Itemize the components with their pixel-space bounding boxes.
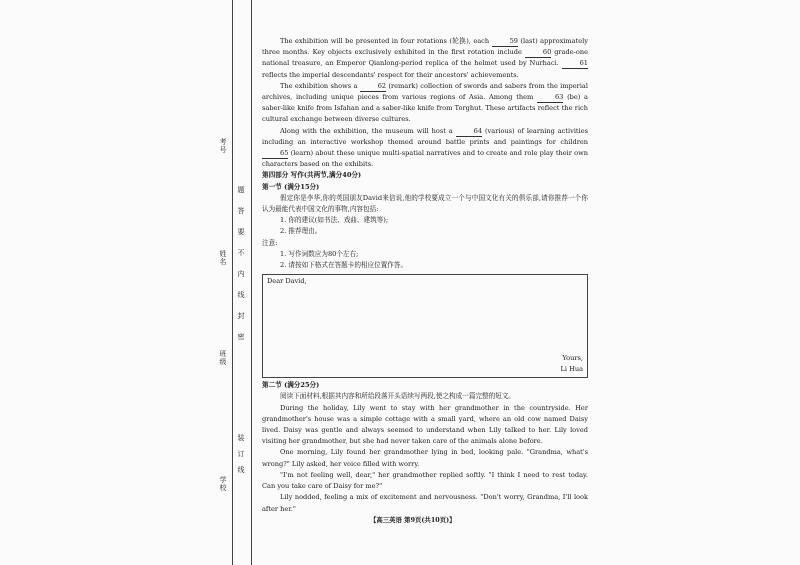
school-label: 学校 bbox=[219, 476, 227, 492]
blank-64: 64 bbox=[456, 127, 482, 137]
binding-line-right bbox=[251, 0, 252, 565]
seal-warning-chars: 题答要不内线封密 bbox=[237, 186, 245, 341]
story-paragraph-3: "I'm not feeling well, dear," her grandmother replied softly. "I think I need to rest today. Can you take care of Daisy for me?" bbox=[262, 470, 588, 491]
text: (various) of learning activities including an interactive workshop themed around battle prints and paintings for children bbox=[262, 126, 588, 146]
blank-63: 63 bbox=[537, 93, 563, 103]
text: reflects the imperial descendants' respect for their ancestors' achievements. bbox=[262, 70, 519, 79]
text: The exhibition shows a bbox=[280, 81, 358, 90]
section-one-title: 第一节 (满分15分) bbox=[262, 182, 320, 191]
note-item-1: 1. 写作词数应为80个左右; bbox=[280, 249, 359, 258]
section-two-prompt: 阅读下面材料,根据其内容和所给段落开头语续写两段,使之构成一篇完整的短文。 bbox=[280, 392, 515, 401]
reading-paragraph-3 bbox=[262, 126, 588, 171]
reading-paragraph-2 bbox=[262, 81, 588, 126]
answer-box bbox=[262, 274, 588, 378]
seal-warning-text bbox=[236, 180, 246, 370]
seal-bottom-chars: 装订线 bbox=[237, 434, 245, 474]
blank-61: 61 bbox=[562, 59, 588, 69]
text: grade-one national treasure, an Emperor Qianlong-period replica of the helmet used by Nurhaci. bbox=[262, 48, 588, 68]
text: (learn) about these unique multi-spatial narratives and to create and role play their own characters based on the exhibits. bbox=[262, 149, 588, 169]
text: The exhibition will be presented in four rotations (轮换), each bbox=[280, 37, 490, 45]
prompt-item-2: 2. 推荐理由。 bbox=[280, 227, 322, 236]
section-one-prompt: 假定你是李华,你的英国朋友David来信说,他的学校要成立一个与中国文化有关的俱乐部,请你推荐一个你认为最能代表中国文化的事物,内容包括: bbox=[262, 193, 588, 214]
prompt-item-1: 1. 你的建议(如书法、戏曲、建筑等); bbox=[280, 216, 389, 225]
blank-59: 59 bbox=[492, 37, 518, 47]
text: (last) approximately three months. Key objects exclusively exhibited in the first rotation include bbox=[262, 37, 588, 57]
letter-signature: Li Hua bbox=[560, 365, 583, 374]
part-four-title: 第四部分 写作(共两节,满分40分) bbox=[262, 171, 362, 180]
binding-line-left bbox=[232, 0, 233, 565]
letter-closing: Yours, bbox=[562, 353, 583, 362]
text: (be) a saber-like knife from Isfahan and a saber-like knife from Torghut. These artifacts reflect the rich cultural exchange between diverse cultures. bbox=[262, 93, 588, 124]
letter-salutation: Dear David, bbox=[267, 277, 307, 286]
story-paragraph-2: One morning, Lily found her grandmother lying in bed, looking pale. "Grandma, what's wrong?" Lily asked, her voice filled with worry. bbox=[262, 448, 588, 468]
page-footer: 【高三英语 第9页(共10页)】 bbox=[370, 516, 456, 524]
story-paragraph-1: During the holiday, Lily went to stay with her grandmother in the countryside. Her grandmother's house was a simple cottage with a small yard, where an old cow named Daisy lived. Daisy was gentle and always seemed to understand when Lily talked to her. Lily loved visiting her grandmother, but she had never taken care of the animals alone before. bbox=[262, 403, 588, 446]
class-label: 班级 bbox=[219, 350, 227, 366]
note-title: 注意: bbox=[262, 238, 278, 247]
blank-62: 62 bbox=[360, 82, 386, 92]
blank-65: 65 bbox=[262, 149, 288, 159]
name-label: 姓名 bbox=[219, 250, 227, 266]
seal-bottom-text bbox=[236, 430, 246, 490]
reading-paragraph-1 bbox=[262, 36, 588, 81]
blank-60: 60 bbox=[525, 48, 551, 58]
text: Along with the exhibition, the museum will host a bbox=[280, 126, 453, 135]
letter-signature-block bbox=[560, 353, 583, 375]
note-item-2: 2. 请按如下格式在答题卡的相应位置作答。 bbox=[280, 261, 408, 270]
section-two-title: 第二节 (满分25分) bbox=[262, 381, 320, 390]
main-content bbox=[262, 36, 588, 515]
exam-number-label: 考号 bbox=[219, 138, 227, 154]
story-paragraph-4: Lily nodded, feeling a mix of excitement and nervousness. "Don't worry, Grandma, I'll look after her." bbox=[262, 493, 588, 513]
text: (remark) collection of swords and sabers from the imperial archives, including unique pieces from various regions of Asia. Among them bbox=[262, 81, 588, 102]
